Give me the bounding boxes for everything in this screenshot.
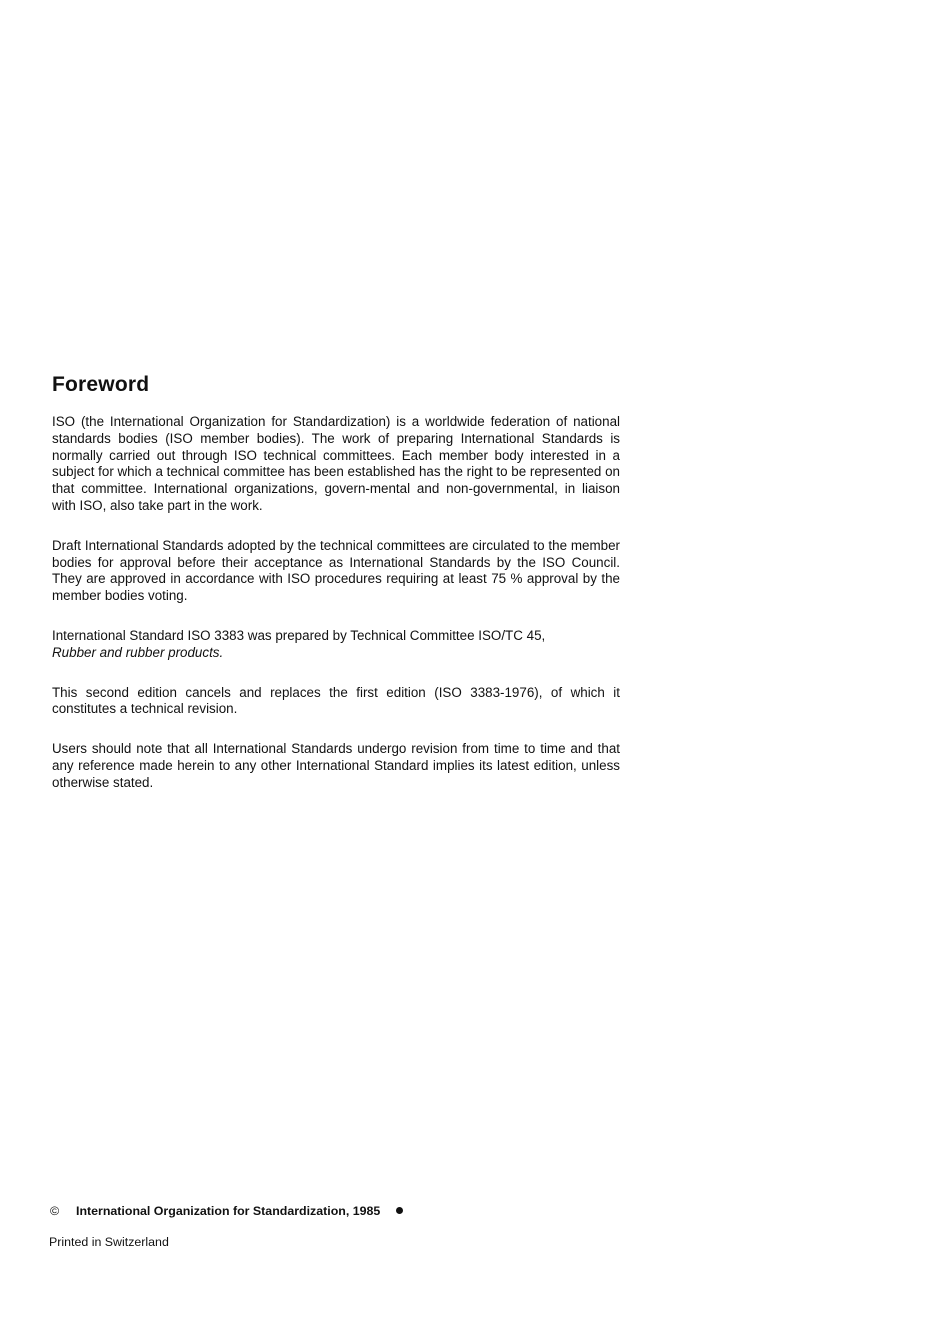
copyright-icon: ©	[50, 1204, 60, 1218]
printed-in-line: Printed in Switzerland	[49, 1235, 169, 1249]
bullet-icon	[396, 1207, 403, 1214]
foreword-section	[52, 372, 620, 815]
committee-title: Rubber and rubber products.	[52, 644, 224, 660]
paragraph-draft-standards: Draft International Standards adopted by the technical committees are circulated to the member bodies for approval before their acceptance as International Standards by the ISO Council. They are approved in accordance with ISO procedures requiring at least 75 % approval by the member bodies voting.	[52, 537, 620, 604]
prepared-by-text: International Standard ISO 3383 was prepared by Technical Committee ISO/TC 45,	[52, 627, 546, 643]
page-title: Foreword	[52, 373, 150, 396]
paragraph-iso-description: ISO (the International Organization for Standardization) is a worldwide federation of national standards bodies (ISO member bodies). The work of preparing International Standards is normally carried out through ISO technical committees. Each member body interested in a subject for which a technical committee has been established has the right to be represented on that committee. International organizations, govern-mental and non-governmental, in liaison with ISO, also take part in the work.	[52, 414, 620, 513]
copyright-line	[50, 1203, 403, 1219]
paragraph-users-note: Users should note that all International Standards undergo revision from time to time and that any reference made herein to any other International Standard implies its latest edition, unless otherwise stated.	[52, 741, 620, 790]
copyright-text: International Organization for Standardization, 1985	[76, 1204, 381, 1218]
paragraph-edition-note: This second edition cancels and replaces the first edition (ISO 3383-1976), of which it constitutes a technical revision.	[52, 684, 620, 717]
paragraph-prepared-by	[52, 628, 620, 662]
